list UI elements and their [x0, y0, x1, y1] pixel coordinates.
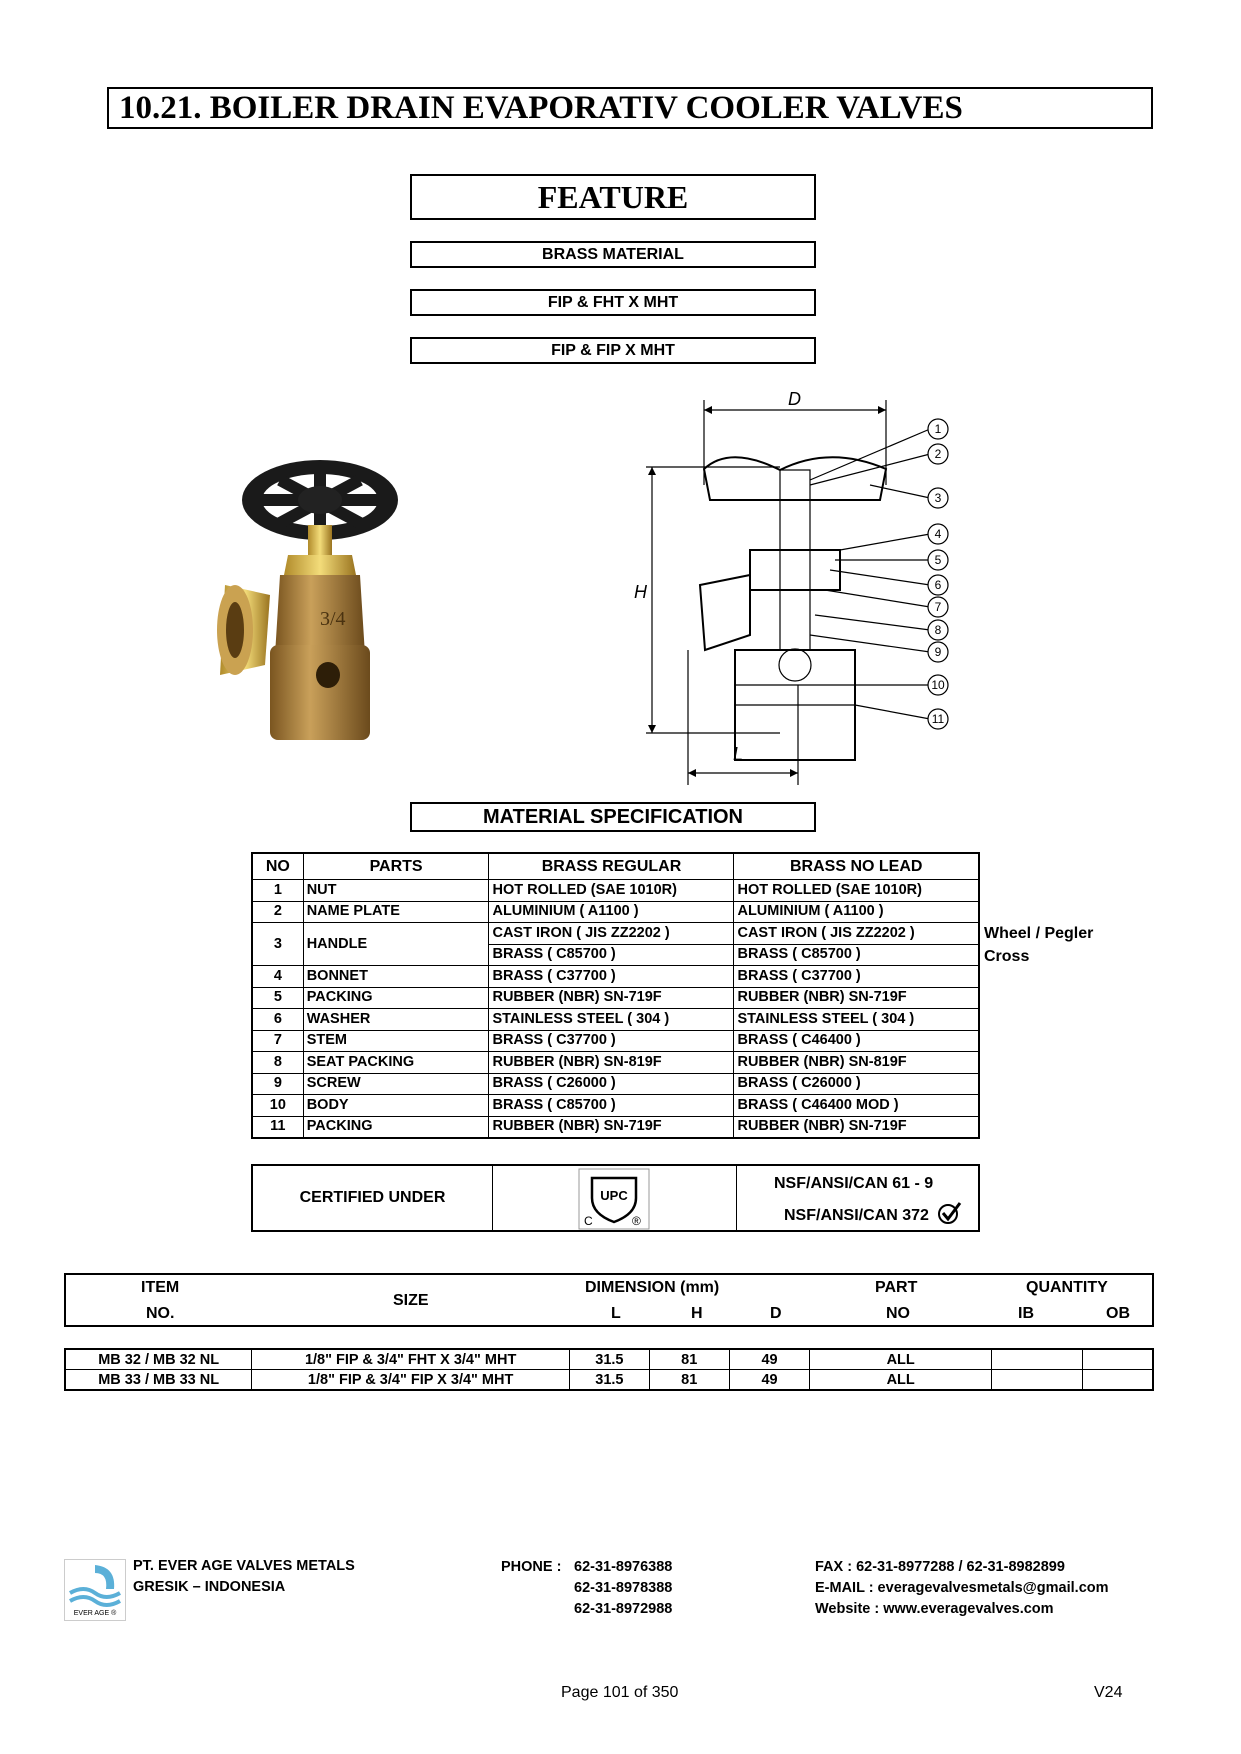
svg-text:3/4: 3/4 [320, 608, 346, 630]
standards-cell [737, 1166, 978, 1230]
phone-label: PHONE : [501, 1559, 562, 1575]
header-d: D [770, 1305, 782, 1322]
feature-item-brass-material: BRASS MATERIAL [410, 241, 816, 268]
header-item-no: NO. [146, 1305, 175, 1322]
callout-10: 10 [931, 678, 945, 692]
upc-logo-icon [578, 1168, 650, 1230]
header-brass-no-lead: BRASS NO LEAD [734, 853, 979, 880]
page-number: Page 101 of 350 [561, 1684, 679, 1701]
check-circle-icon [937, 1200, 963, 1226]
certified-under-label: CERTIFIED UNDER [253, 1166, 493, 1230]
certification-box [251, 1164, 980, 1232]
phone-1: 62-31-8976388 [574, 1559, 673, 1575]
table-row: 1 NUT HOT ROLLED (SAE 1010R) HOT ROLLED (SAE 1010R) [252, 880, 979, 902]
header-l: L [611, 1305, 621, 1322]
table-row: 6 WASHER STAINLESS STEEL ( 304 ) STAINLESS STEEL ( 304 ) [252, 1009, 979, 1031]
header-dimension: DIMENSION (mm) [585, 1279, 720, 1296]
table-row: 3 HANDLE CAST IRON ( JIS ZZ2202 ) CAST IRON ( JIS ZZ2202 ) [252, 923, 979, 945]
header-part: PART [875, 1279, 918, 1296]
company-name: PT. EVER AGE VALVES METALS [133, 1558, 355, 1574]
table-row: 5 PACKING RUBBER (NBR) SN-719F RUBBER (NBR) SN-719F [252, 987, 979, 1009]
company-logo [64, 1559, 126, 1621]
company-location: GRESIK – INDONESIA [133, 1579, 286, 1595]
header-no: NO [252, 853, 303, 880]
callout-6: 6 [934, 578, 942, 592]
table-row: MB 33 / MB 33 NL 1/8" FIP & 3/4" FIP X 3/4" MHT 31.5 81 49 ALL [65, 1370, 1153, 1391]
callout-8: 8 [934, 623, 942, 637]
callout-7: 7 [934, 600, 942, 614]
upc-logo-r: ® [632, 1214, 641, 1228]
header-ob: OB [1106, 1305, 1130, 1322]
callout-9: 9 [934, 645, 942, 659]
table-row: 8 SEAT PACKING RUBBER (NBR) SN-819F RUBBER (NBR) SN-819F [252, 1052, 979, 1074]
email: E-MAIL : everagevalvesmetals@gmail.com [815, 1580, 1109, 1596]
header-brass-regular: BRASS REGULAR [489, 853, 734, 880]
table-row: 7 STEM BRASS ( C37700 ) BRASS ( C46400 ) [252, 1030, 979, 1052]
dimension-l-label: L [733, 744, 744, 764]
handle-note-line1: Wheel / Pegler [984, 925, 1094, 942]
table-row: MB 32 / MB 32 NL 1/8" FIP & 3/4" FHT X 3/4" MHT 31.5 81 49 ALL [65, 1349, 1153, 1370]
table-row: 9 SCREW BRASS ( C26000 ) BRASS ( C26000 ) [252, 1073, 979, 1095]
callout-3: 3 [934, 491, 942, 505]
dimension-table-header [64, 1273, 1154, 1327]
phone-2: 62-31-8978388 [574, 1580, 673, 1596]
material-spec-heading: MATERIAL SPECIFICATION [410, 802, 816, 832]
header-parts: PARTS [303, 853, 489, 880]
feature-item-fip-fip: FIP & FIP X MHT [410, 337, 816, 364]
header-ib: IB [1018, 1305, 1034, 1322]
dimension-table [64, 1348, 1154, 1391]
header-size: SIZE [393, 1292, 429, 1309]
upc-logo-text: UPC [600, 1188, 628, 1203]
feature-heading: FEATURE [410, 174, 816, 220]
dimension-h-label: H [634, 582, 647, 602]
standard-nsf-372: NSF/ANSI/CAN 372 [784, 1207, 929, 1224]
valve-technical-drawing [630, 385, 970, 785]
header-part-no: NO [886, 1305, 910, 1322]
valve-photo [210, 455, 410, 755]
callout-1: 1 [934, 422, 942, 436]
page-title: 10.21. BOILER DRAIN EVAPORATIV COOLER VALVES [107, 87, 1153, 129]
header-quantity: QUANTITY [1026, 1279, 1108, 1296]
version-label: V24 [1094, 1684, 1123, 1701]
callout-4: 4 [934, 527, 942, 541]
table-row: 10 BODY BRASS ( C85700 ) BRASS ( C46400 MOD ) [252, 1095, 979, 1117]
table-row: 4 BONNET BRASS ( C37700 ) BRASS ( C37700 ) [252, 966, 979, 988]
standard-nsf-61: NSF/ANSI/CAN 61 - 9 [774, 1175, 934, 1192]
feature-item-fip-fht: FIP & FHT X MHT [410, 289, 816, 316]
material-spec-table [251, 852, 980, 1139]
upc-logo-cell [493, 1166, 737, 1230]
company-logo-text: EVER AGE ® [73, 1610, 117, 1617]
phone-3: 62-31-8972988 [574, 1601, 673, 1617]
table-row: 11 PACKING RUBBER (NBR) SN-719F RUBBER (NBR) SN-719F [252, 1116, 979, 1138]
table-row: BRASS ( C85700 ) BRASS ( C85700 ) [252, 944, 979, 966]
handle-note-line2: Cross [984, 948, 1030, 965]
callout-11: 11 [931, 712, 945, 726]
header-item: ITEM [141, 1279, 180, 1296]
upc-logo-c: C [584, 1214, 593, 1228]
callout-5: 5 [934, 553, 942, 567]
dimension-d-label: D [788, 389, 801, 409]
header-h: H [691, 1305, 703, 1322]
website: Website : www.everagevalves.com [815, 1601, 1054, 1617]
table-row: 2 NAME PLATE ALUMINIUM ( A1100 ) ALUMINIUM ( A1100 ) [252, 901, 979, 923]
callout-2: 2 [934, 447, 942, 461]
fax: FAX : 62-31-8977288 / 62-31-8982899 [815, 1559, 1065, 1575]
